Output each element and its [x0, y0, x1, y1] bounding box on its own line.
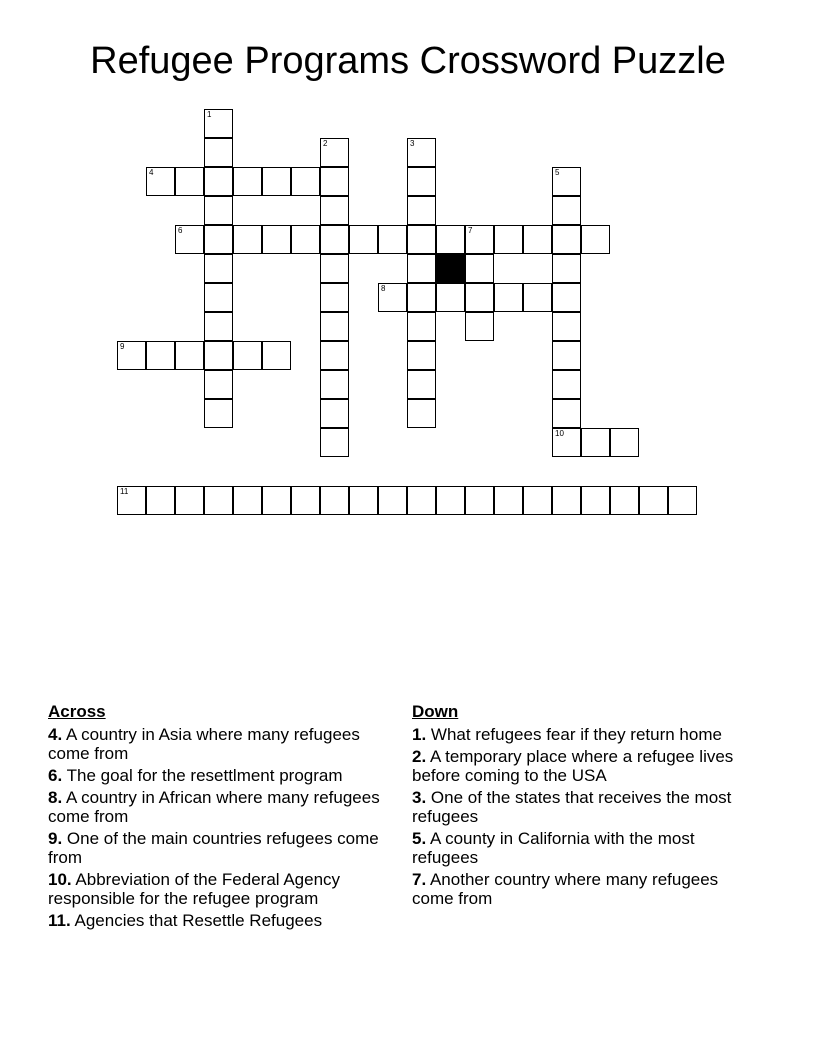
- grid-cell[interactable]: [552, 254, 581, 283]
- page-title: Refugee Programs Crossword Puzzle: [90, 40, 726, 82]
- grid-cell[interactable]: [117, 486, 146, 515]
- grid-cell[interactable]: [465, 312, 494, 341]
- grid-cell[interactable]: [465, 283, 494, 312]
- grid-cell[interactable]: [610, 486, 639, 515]
- clue-text: A country in Asia where many refugees come from: [48, 725, 360, 763]
- clue-across-8: [48, 788, 393, 826]
- grid-cell[interactable]: [523, 283, 552, 312]
- grid-cell[interactable]: [204, 486, 233, 515]
- grid-cell[interactable]: [407, 196, 436, 225]
- clue-number: 6.: [48, 766, 63, 785]
- grid-cell[interactable]: [581, 486, 610, 515]
- clue-number: 9.: [48, 829, 63, 848]
- grid-cell[interactable]: [407, 138, 436, 167]
- cell-number: 1: [207, 110, 212, 119]
- grid-cell[interactable]: [204, 312, 233, 341]
- grid-cell[interactable]: [204, 341, 233, 370]
- clue-number: 11.: [48, 911, 71, 930]
- grid-cell[interactable]: [349, 225, 378, 254]
- grid-cell[interactable]: [407, 370, 436, 399]
- grid-cell[interactable]: [349, 486, 378, 515]
- grid-cell[interactable]: [320, 370, 349, 399]
- grid-cell[interactable]: [552, 225, 581, 254]
- cell-number: 9: [120, 342, 125, 351]
- clue-across-9: [48, 829, 393, 867]
- grid-cell[interactable]: [552, 312, 581, 341]
- clue-number: 5.: [412, 829, 427, 848]
- grid-cell[interactable]: [639, 486, 668, 515]
- grid-cell[interactable]: [436, 486, 465, 515]
- grid-cell[interactable]: [233, 167, 262, 196]
- across-clues: [48, 702, 393, 933]
- grid-cell[interactable]: [204, 370, 233, 399]
- grid-cell[interactable]: [175, 225, 204, 254]
- down-clues: [412, 702, 762, 911]
- grid-cell[interactable]: [610, 428, 639, 457]
- grid-cell[interactable]: [320, 196, 349, 225]
- grid-cell[interactable]: [204, 254, 233, 283]
- grid-cell[interactable]: [378, 283, 407, 312]
- cell-number: 3: [410, 139, 415, 148]
- grid-cell[interactable]: [204, 225, 233, 254]
- grid-cell[interactable]: [552, 428, 581, 457]
- clue-number: 4.: [48, 725, 63, 744]
- clue-across-6: [48, 766, 393, 785]
- black-cell: [436, 254, 465, 283]
- grid-cell[interactable]: [204, 138, 233, 167]
- grid-cell[interactable]: [204, 196, 233, 225]
- grid-cell[interactable]: [407, 341, 436, 370]
- grid-cell[interactable]: [407, 225, 436, 254]
- clue-down-1: [412, 725, 762, 744]
- grid-cell[interactable]: [436, 283, 465, 312]
- clue-number: 1.: [412, 725, 427, 744]
- grid-cell[interactable]: [291, 486, 320, 515]
- grid-cell[interactable]: [175, 167, 204, 196]
- clue-down-3: [412, 788, 762, 826]
- cell-number: 10: [555, 429, 564, 438]
- clue-number: 3.: [412, 788, 427, 807]
- grid-cell[interactable]: [233, 341, 262, 370]
- clue-number: 8.: [48, 788, 63, 807]
- grid-cell[interactable]: [204, 109, 233, 138]
- grid-cell[interactable]: [465, 254, 494, 283]
- cell-number: 11: [120, 487, 129, 496]
- grid-cell[interactable]: [320, 341, 349, 370]
- grid-cell[interactable]: [581, 225, 610, 254]
- grid-cell[interactable]: [233, 486, 262, 515]
- grid-cell[interactable]: [494, 486, 523, 515]
- grid-cell[interactable]: [146, 486, 175, 515]
- grid-cell[interactable]: [552, 167, 581, 196]
- down-heading: Down: [412, 702, 459, 721]
- grid-cell[interactable]: [320, 138, 349, 167]
- grid-cell[interactable]: [552, 486, 581, 515]
- grid-cell[interactable]: [175, 341, 204, 370]
- grid-cell[interactable]: [320, 254, 349, 283]
- cell-number: 5: [555, 168, 560, 177]
- grid-cell[interactable]: [552, 370, 581, 399]
- grid-cell[interactable]: [262, 341, 291, 370]
- clue-across-4: [48, 725, 393, 763]
- grid-cell[interactable]: [523, 225, 552, 254]
- grid-cell[interactable]: [320, 167, 349, 196]
- grid-cell[interactable]: [407, 312, 436, 341]
- grid-cell[interactable]: [552, 399, 581, 428]
- clue-text: The goal for the resettlment program: [62, 766, 343, 785]
- grid-cell[interactable]: [291, 167, 320, 196]
- cell-number: 6: [178, 226, 183, 235]
- clue-text: What refugees fear if they return home: [426, 725, 722, 744]
- across-heading: Across: [48, 702, 106, 721]
- grid-cell[interactable]: [407, 486, 436, 515]
- clue-text: A temporary place where a refugee lives before coming to the USA: [412, 747, 734, 785]
- grid-cell[interactable]: [291, 225, 320, 254]
- clue-down-2: [412, 747, 762, 785]
- clue-down-5: [412, 829, 762, 867]
- grid-cell[interactable]: [320, 225, 349, 254]
- grid-cell[interactable]: [407, 167, 436, 196]
- clue-number: 2.: [412, 747, 427, 766]
- grid-cell[interactable]: [117, 341, 146, 370]
- clue-text: A country in African where many refugees come from: [48, 788, 380, 826]
- grid-cell[interactable]: [407, 399, 436, 428]
- cell-number: 2: [323, 139, 328, 148]
- clue-text: Agencies that Resettle Refugees: [70, 911, 323, 930]
- clue-across-11: [48, 911, 393, 930]
- grid-cell[interactable]: [204, 399, 233, 428]
- grid-cell[interactable]: [378, 225, 407, 254]
- grid-cell[interactable]: [204, 167, 233, 196]
- grid-cell[interactable]: [320, 486, 349, 515]
- grid-cell[interactable]: [552, 283, 581, 312]
- grid-cell[interactable]: [233, 225, 262, 254]
- grid-cell[interactable]: [552, 341, 581, 370]
- grid-cell[interactable]: [320, 312, 349, 341]
- clue-number: 7.: [412, 870, 427, 889]
- clue-across-10: [48, 870, 393, 908]
- grid-cell[interactable]: [175, 486, 204, 515]
- grid-cell[interactable]: [407, 283, 436, 312]
- clue-text: Another country where many refugees come from: [412, 870, 719, 908]
- cell-number: 7: [468, 226, 473, 235]
- grid-cell[interactable]: [146, 341, 175, 370]
- grid-cell[interactable]: [320, 428, 349, 457]
- grid-cell[interactable]: [465, 225, 494, 254]
- grid-cell[interactable]: [668, 486, 697, 515]
- clue-text: One of the states that receives the most refugees: [412, 788, 732, 826]
- grid-cell[interactable]: [262, 167, 291, 196]
- grid-cell[interactable]: [523, 486, 552, 515]
- cell-number: 8: [381, 284, 386, 293]
- grid-cell[interactable]: [320, 283, 349, 312]
- grid-cell[interactable]: [146, 167, 175, 196]
- clue-text: Abbreviation of the Federal Agency responsible for the refugee program: [48, 870, 341, 908]
- clue-number: 10.: [48, 870, 72, 889]
- grid-cell[interactable]: [494, 225, 523, 254]
- cell-number: 4: [149, 168, 154, 177]
- grid-cell[interactable]: [436, 225, 465, 254]
- grid-cell[interactable]: [407, 254, 436, 283]
- grid-cell[interactable]: [320, 399, 349, 428]
- clue-text: A county in California with the most refugees: [412, 829, 695, 867]
- grid-cell[interactable]: [262, 225, 291, 254]
- grid-cell[interactable]: [552, 196, 581, 225]
- grid-cell[interactable]: [204, 283, 233, 312]
- grid-cell[interactable]: [494, 283, 523, 312]
- clue-text: One of the main countries refugees come from: [48, 829, 379, 867]
- grid-cell[interactable]: [262, 486, 291, 515]
- grid-cell[interactable]: [581, 428, 610, 457]
- clue-down-7: [412, 870, 762, 908]
- grid-cell[interactable]: [378, 486, 407, 515]
- grid-cell[interactable]: [465, 486, 494, 515]
